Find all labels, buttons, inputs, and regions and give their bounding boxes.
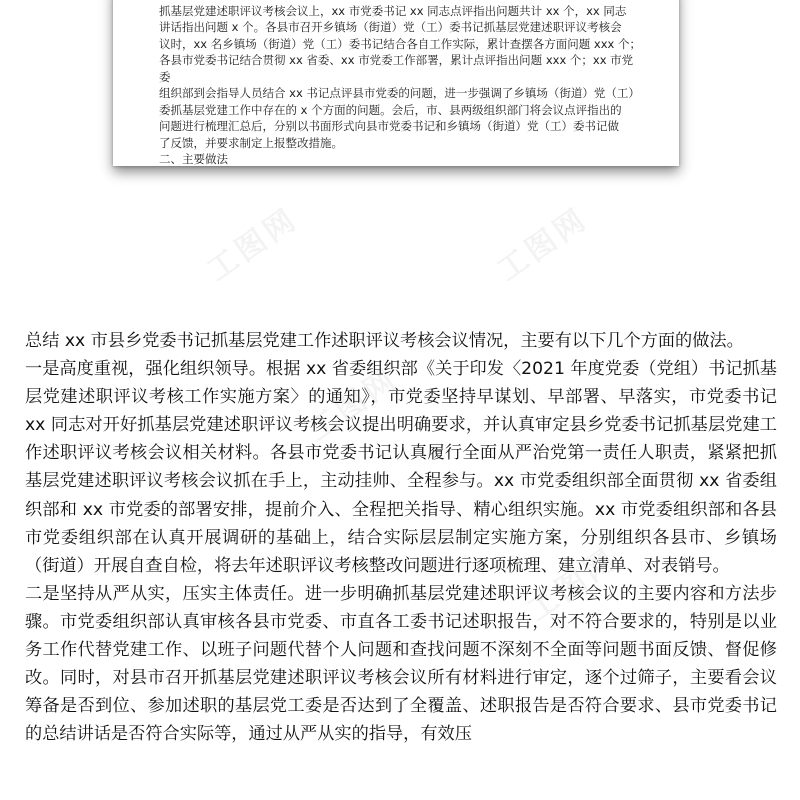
watermark-logo: 工图网 [301,361,405,449]
watermark-logo: 工图网 [201,201,305,289]
document-preview-card [113,0,679,166]
watermark-logo: 工图网 [521,541,625,629]
preview-card-text [159,0,643,166]
body-paragraph-summary: 总结 xx 市县乡党委书记抓基层党建工作述职评议考核会议情况，主要有以下几个方面的做法。 [25,331,744,351]
body-paragraph-point-two: 二是坚持从严从实，压实主体责任。进一步明确抓基层党建述职评议考核会议的主要内容和方法步骤。市党委组织部认真审核各县市党委、市直各工委书记述职报告，对不符合要求的，特别是以业务工作代替党建工作、以班子问题代替个人问题和查找问题不深刻不全面等问题书面反馈、督促修改。同时，对县市召开抓基层党建述职评议考核会议所有材料进行审定，逐个过筛子，主要看会议筹备是否到位、参加述职的基层党工委是否达到了全覆盖、述职报告是否符合要求、县市党委书记的总结讲话是否符合实际等，通过从严从实的指导，有效压 [25,583,777,745]
preview-line: 讲话指出问题 x 个。各县市召开乡镇场（街道）党（工）委书记抓基层党建述职评议考核会 [159,20,622,34]
document-body [25,327,777,748]
preview-line: 问题进行梳理汇总后，分别以书面形式向县市党委书记和乡镇场（街道）党（工）委书记做 [159,119,619,133]
preview-line: 议时，xx 名乡镇场（街道）党（工）委书记结合各自工作实际，累计查摆各方面问题 xxx 个； [159,36,641,51]
preview-line: 委抓基层党建工作中存在的 x 个方面的问题。会后，市、县两级组织部门将会议点评指出的 [159,102,622,117]
preview-line: 抓基层党建述职评议考核会议上，xx 市党委书记 xx 同志点评指出问题共计 xx 个，xx 同志 [159,3,627,18]
preview-section-heading: 二、主要做法 [159,152,228,166]
watermark-logo: 工图网 [491,201,595,289]
preview-line: 了反馈，并要求制定上报整改措施。 [159,135,343,150]
preview-line: 各县市党委书记结合贯彻 xx 省委、xx 市党委工作部署，累计点评指出问题 xxx 个；xx 市党委 [159,53,634,84]
body-paragraph-point-one: 一是高度重视，强化组织领导。根据 xx 省委组织部《关于印发〈2021 年度党委（党组）书记抓基层党建述职评议考核工作实施方案〉的通知》，市党委坚持早谋划、早部署、早落实，市党委书记 xx 同志对开好抓基层党建述职评议考核会议提出明确要求，并认真审定县乡党委书记抓基层党建工作述职评议考核会议相关材料。各县市党委书记认真履行全面从严治党第一责任人职责，紧紧把抓基层党建述职评议考核会议抓在手上，主动挂帅、全程参与。xx 市党委组织部全面贯彻 xx 省委组织部和 xx 市党委的部署安排，提前介入、全程把关指导、精心组织实施。xx 市党委组织部和各县市党委组织部在认真开展调研的基础上，结合实际层层制定实施方案，分别组织各县市、乡镇场（街道）开展自查自检，将去年述职评议考核整改问题进行逐项梳理、建立清单、对表销号。 [25,359,777,576]
preview-line: 组织部到会指导人员结合 xx 书记点评县市党委的问题，进一步强调了乡镇场（街道）党（工） [159,86,640,100]
